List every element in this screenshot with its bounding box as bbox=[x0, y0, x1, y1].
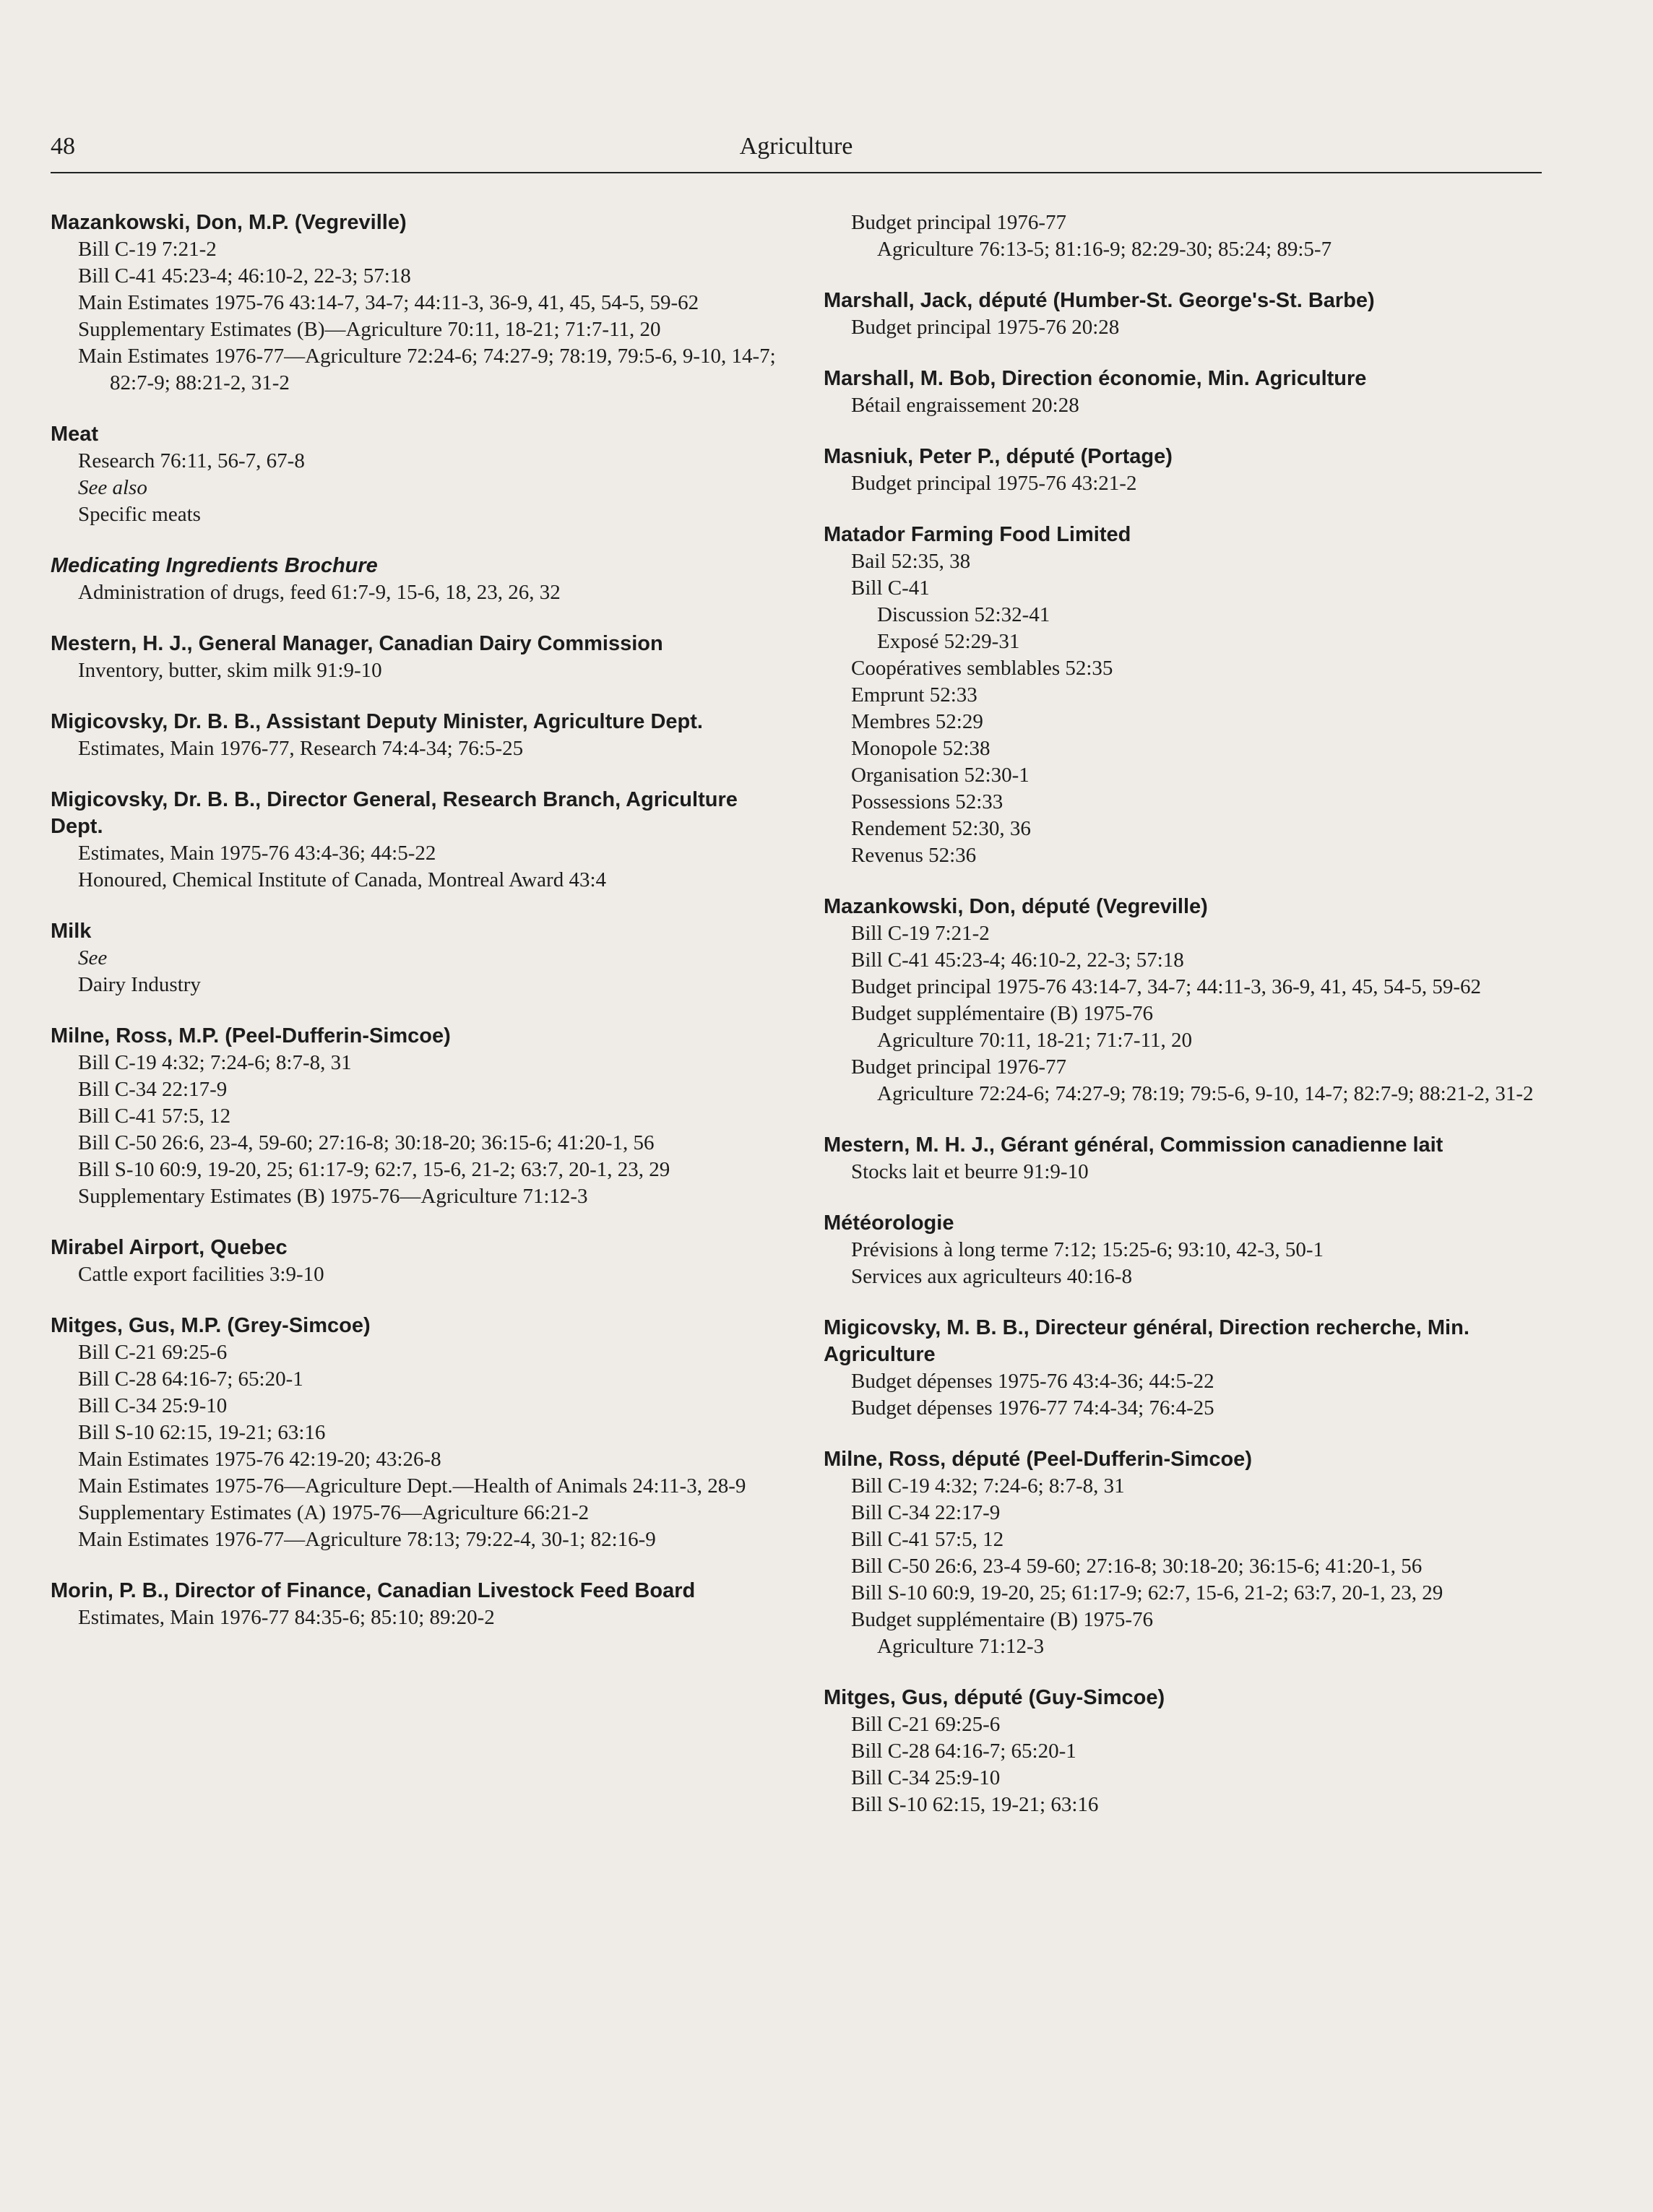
entry-subline: Budget supplémentaire (B) 1975-76 bbox=[851, 1608, 1153, 1631]
index-entry bbox=[51, 421, 780, 528]
index-entry bbox=[824, 1132, 1553, 1185]
entry-subline: Budget principal 1976-77 bbox=[851, 211, 1067, 234]
index-entry bbox=[51, 1235, 780, 1288]
entry-subline: See also bbox=[78, 476, 147, 499]
entry-subline: Stocks lait et beurre 91:9-10 bbox=[851, 1160, 1089, 1183]
entry-subline: Budget dépenses 1976-77 74:4-34; 76:4-25 bbox=[851, 1396, 1214, 1420]
entry-subline: Bill C-19 7:21-2 bbox=[851, 922, 990, 945]
entry-subline: Budget principal 1975-76 43:14-7, 34-7; 44:11-3, 36-9, 41, 45, 54-5, 59-62 bbox=[851, 975, 1482, 998]
entry-subline: Bill C-21 69:25-6 bbox=[851, 1713, 1001, 1736]
index-entry bbox=[51, 709, 780, 762]
index-entry bbox=[824, 522, 1553, 869]
right-column bbox=[824, 209, 1553, 1843]
entry-heading: Météorologie bbox=[824, 1211, 954, 1235]
entry-subline: See bbox=[78, 946, 108, 969]
entry-subline: Administration of drugs, feed 61:7-9, 15-6, 18, 23, 26, 32 bbox=[78, 581, 561, 604]
entry-subsubline: Agriculture 70:11, 18-21; 71:7-11, 20 bbox=[877, 1029, 1193, 1052]
entry-heading: Marshall, M. Bob, Direction économie, Min. Agriculture bbox=[824, 367, 1367, 390]
entry-subline: Estimates, Main 1976-77 84:35-6; 85:10; 89:20-2 bbox=[78, 1606, 495, 1629]
entry-subline: Bill C-34 25:9-10 bbox=[78, 1394, 228, 1417]
running-title: Agriculture bbox=[739, 133, 853, 160]
entry-subline: Prévisions à long terme 7:12; 15:25-6; 93:10, 42-3, 50-1 bbox=[851, 1238, 1324, 1261]
index-entry bbox=[824, 894, 1553, 1107]
entry-subline: Bill C-41 45:23-4; 46:10-2, 22-3; 57:18 bbox=[851, 949, 1184, 972]
entry-subline: Supplementary Estimates (B) 1975-76—Agriculture 71:12-3 bbox=[78, 1185, 588, 1208]
entry-heading: Mitges, Gus, député (Guy-Simcoe) bbox=[824, 1686, 1165, 1709]
entry-subline: Bill C-19 7:21-2 bbox=[78, 238, 217, 261]
entry-heading: Mirabel Airport, Quebec bbox=[51, 1236, 288, 1259]
entry-subline: Bill S-10 62:15, 19-21; 63:16 bbox=[78, 1421, 326, 1444]
entry-subline: Bill C-50 26:6, 23-4 59-60; 27:16-8; 30:18-20; 36:15-6; 41:20-1, 56 bbox=[851, 1555, 1423, 1578]
entry-subline: Main Estimates 1975-76—Agriculture Dept.—Health of Animals 24:11-3, 28-9 bbox=[78, 1474, 746, 1498]
entry-heading: Meat bbox=[51, 423, 99, 446]
entry-heading: Milne, Ross, M.P. (Peel-Dufferin-Simcoe) bbox=[51, 1024, 451, 1047]
index-entry bbox=[51, 1023, 780, 1210]
entry-subline: Bill C-19 4:32; 7:24-6; 8:7-8, 31 bbox=[78, 1051, 352, 1074]
index-entry bbox=[51, 1578, 780, 1631]
page-number: 48 bbox=[51, 133, 75, 160]
entry-subline: Bill S-10 60:9, 19-20, 25; 61:17-9; 62:7, 15-6, 21-2; 63:7, 20-1, 23, 29 bbox=[851, 1581, 1443, 1604]
entry-subline: Membres 52:29 bbox=[851, 710, 983, 733]
entry-subsubline: Agriculture 76:13-5; 81:16-9; 82:29-30; 85:24; 89:5-7 bbox=[877, 238, 1332, 261]
entry-subline: Research 76:11, 56-7, 67-8 bbox=[78, 449, 305, 472]
entry-subline: Budget supplémentaire (B) 1975-76 bbox=[851, 1002, 1153, 1025]
index-entry bbox=[51, 787, 780, 894]
index-entry bbox=[51, 1313, 780, 1553]
index-entry bbox=[824, 1210, 1553, 1290]
index-entry bbox=[824, 1315, 1553, 1422]
entry-subline: Bill C-28 64:16-7; 65:20-1 bbox=[78, 1368, 303, 1391]
entry-subline: Budget principal 1975-76 43:21-2 bbox=[851, 472, 1137, 495]
entry-subline: Bill C-50 26:6, 23-4, 59-60; 27:16-8; 30:18-20; 36:15-6; 41:20-1, 56 bbox=[78, 1131, 655, 1154]
entry-subline: Coopératives semblables 52:35 bbox=[851, 657, 1113, 680]
entry-subline: Supplementary Estimates (A) 1975-76—Agriculture 66:21-2 bbox=[78, 1501, 590, 1524]
entry-subline: Emprunt 52:33 bbox=[851, 683, 977, 707]
index-entry bbox=[824, 1446, 1553, 1660]
index-entry bbox=[824, 366, 1553, 419]
entry-subline: Main Estimates 1976-77—Agriculture 72:24-6; 74:27-9; 78:19, 79:5-6, 9-10, 14-7; 82:7-9; 88:21-2, 31-2 bbox=[78, 345, 776, 394]
left-column bbox=[51, 209, 780, 1656]
index-entry bbox=[824, 1685, 1553, 1818]
entry-heading: Mitges, Gus, M.P. (Grey-Simcoe) bbox=[51, 1314, 371, 1337]
entry-subline: Cattle export facilities 3:9-10 bbox=[78, 1263, 324, 1286]
entry-subline: Honoured, Chemical Institute of Canada, Montreal Award 43:4 bbox=[78, 868, 607, 891]
entry-subline: Possessions 52:33 bbox=[851, 790, 1004, 813]
index-entry bbox=[824, 288, 1553, 341]
entry-heading: Mestern, H. J., General Manager, Canadian Dairy Commission bbox=[51, 632, 663, 655]
entry-heading: Milne, Ross, député (Peel-Dufferin-Simcoe) bbox=[824, 1448, 1252, 1471]
entry-subline: Main Estimates 1975-76 42:19-20; 43:26-8 bbox=[78, 1448, 441, 1471]
entry-heading: Migicovsky, M. B. B., Directeur général, Direction recherche, Min. Agriculture bbox=[824, 1316, 1469, 1366]
entry-subsubline: Agriculture 71:12-3 bbox=[877, 1635, 1045, 1658]
entry-heading: Migicovsky, Dr. B. B., Assistant Deputy Minister, Agriculture Dept. bbox=[51, 710, 703, 733]
entry-heading: Migicovsky, Dr. B. B., Director General, Research Branch, Agriculture Dept. bbox=[51, 788, 738, 838]
entry-heading: Mazankowski, Don, M.P. (Vegreville) bbox=[51, 211, 407, 234]
index-entry bbox=[824, 444, 1553, 497]
index-entry bbox=[51, 553, 780, 606]
entry-subline: Supplementary Estimates (B)—Agriculture 70:11, 18-21; 71:7-11, 20 bbox=[78, 318, 661, 341]
entry-subline: Bill C-34 22:17-9 bbox=[78, 1078, 228, 1101]
entry-subline: Budget principal 1976-77 bbox=[851, 1055, 1067, 1079]
entry-subline: Bill C-41 45:23-4; 46:10-2, 22-3; 57:18 bbox=[78, 264, 411, 288]
entry-subline: Dairy Industry bbox=[78, 973, 201, 996]
entry-subline: Bill C-21 69:25-6 bbox=[78, 1341, 228, 1364]
entry-subsubline: Discussion 52:32-41 bbox=[877, 603, 1050, 626]
entry-heading: Marshall, Jack, député (Humber-St. George's-St. Barbe) bbox=[824, 289, 1375, 312]
entry-subline: Bill S-10 60:9, 19-20, 25; 61:17-9; 62:7, 15-6, 21-2; 63:7, 20-1, 23, 29 bbox=[78, 1158, 670, 1181]
entry-heading: Mestern, M. H. J., Gérant général, Commission canadienne lait bbox=[824, 1133, 1443, 1157]
entry-subline: Bill S-10 62:15, 19-21; 63:16 bbox=[851, 1793, 1099, 1816]
entry-subline: Bill C-41 57:5, 12 bbox=[851, 1528, 1004, 1551]
index-entry bbox=[51, 918, 780, 998]
entry-subline: Estimates, Main 1975-76 43:4-36; 44:5-22 bbox=[78, 842, 436, 865]
entry-heading: Matador Farming Food Limited bbox=[824, 523, 1131, 546]
entry-heading: Milk bbox=[51, 920, 92, 943]
index-entry bbox=[824, 209, 1553, 263]
index-entry bbox=[51, 209, 780, 397]
entry-subline: Budget principal 1975-76 20:28 bbox=[851, 316, 1120, 339]
entry-heading: Masniuk, Peter P., député (Portage) bbox=[824, 445, 1173, 468]
entry-subline: Services aux agriculteurs 40:16-8 bbox=[851, 1265, 1132, 1288]
entry-subline: Rendement 52:30, 36 bbox=[851, 817, 1031, 840]
entry-subline: Main Estimates 1975-76 43:14-7, 34-7; 44:11-3, 36-9, 41, 45, 54-5, 59-62 bbox=[78, 291, 699, 314]
entry-subline: Specific meats bbox=[78, 503, 201, 526]
entry-subline: Bill C-34 25:9-10 bbox=[851, 1766, 1001, 1789]
entry-heading: Morin, P. B., Director of Finance, Canadian Livestock Feed Board bbox=[51, 1579, 696, 1602]
entry-subline: Bill C-28 64:16-7; 65:20-1 bbox=[851, 1740, 1076, 1763]
entry-subsubline: Agriculture 72:24-6; 74:27-9; 78:19; 79:5-6, 9-10, 14-7; 82:7-9; 88:21-2, 31-2 bbox=[877, 1082, 1534, 1105]
index-entry bbox=[51, 631, 780, 684]
entry-subline: Inventory, butter, skim milk 91:9-10 bbox=[78, 659, 382, 682]
entry-subline: Main Estimates 1976-77—Agriculture 78:13; 79:22-4, 30-1; 82:16-9 bbox=[78, 1528, 656, 1551]
entry-subline: Estimates, Main 1976-77, Research 74:4-34; 76:5-25 bbox=[78, 737, 524, 760]
entry-subline: Bétail engraissement 20:28 bbox=[851, 394, 1079, 417]
entry-subline: Bill C-34 22:17-9 bbox=[851, 1501, 1001, 1524]
entry-subline: Bail 52:35, 38 bbox=[851, 550, 971, 573]
entry-heading: Medicating Ingredients Brochure bbox=[51, 554, 378, 577]
entry-subline: Bill C-41 bbox=[851, 576, 930, 600]
entry-subline: Organisation 52:30-1 bbox=[851, 764, 1030, 787]
page-header bbox=[51, 129, 1542, 173]
entry-subline: Revenus 52:36 bbox=[851, 844, 977, 867]
entry-subline: Budget dépenses 1975-76 43:4-36; 44:5-22 bbox=[851, 1370, 1214, 1393]
entry-subline: Bill C-19 4:32; 7:24-6; 8:7-8, 31 bbox=[851, 1474, 1125, 1498]
entry-subline: Bill C-41 57:5, 12 bbox=[78, 1105, 231, 1128]
entry-heading: Mazankowski, Don, député (Vegreville) bbox=[824, 895, 1208, 918]
entry-subsubline: Exposé 52:29-31 bbox=[877, 630, 1020, 653]
entry-subline: Monopole 52:38 bbox=[851, 737, 990, 760]
